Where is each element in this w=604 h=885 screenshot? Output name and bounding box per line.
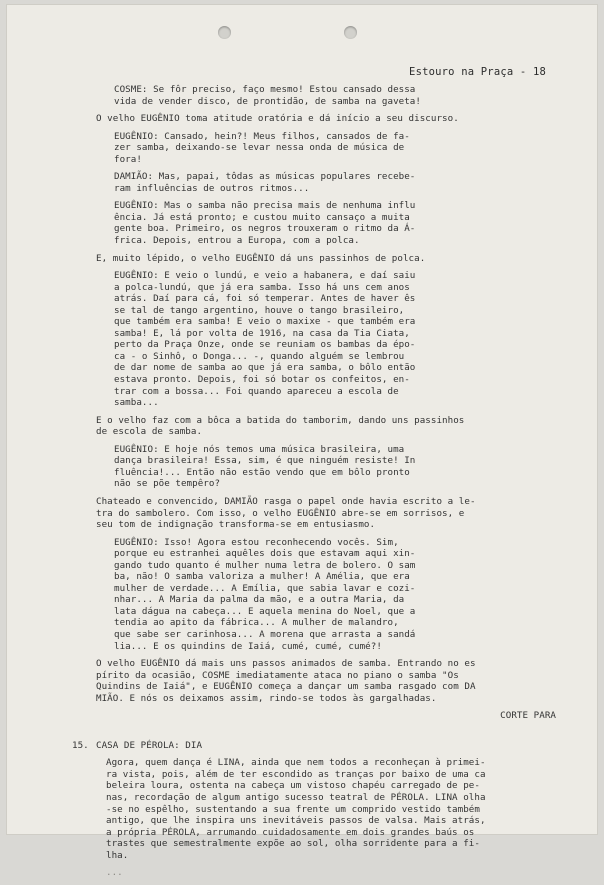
script-body bbox=[72, 84, 556, 885]
action-line: Chateado e convencido, DAMIÃO rasga o papel onde havia escrito a le- tra do sambolero. Com isso, o velho EUGÊNIO abre-se em sorrisos, e seu tom de indignação transforma-se em entusiasmo. bbox=[96, 495, 476, 531]
action-line: E, muito lépido, o velho EUGÊNIO dá uns passinhos de polca. bbox=[96, 252, 426, 264]
scene-number: 15. bbox=[72, 739, 89, 751]
dialog-line: COSME: Se fôr preciso, faço mesmo! Estou cansado dessa vida de vender disco, de prontidão, de samba na gaveta! bbox=[114, 84, 421, 107]
dialog-line: EUGÊNIO: E veio o lundú, e veio a habanera, e daí saiu a polca-lundú, que já era samba. Isso há uns cem anos atrás. Daí para cá, foi só temperar. Antes de haver ês se tal de tango argentino, houve o tango brasileiro, que também era samba! E veio o maxixe - que também era samba! E, lá por volta de 1916, na casa da Tia Ciata, perto da Praça Onze, onde se reuniam os bambas da épo- ca - o Sinhô, o Donga... -, quando alguém se lembrou de dar nome de samba ao que já era samba, o bôlo então estava pronto. Depois, foi só botar os confeitos, en- trar com a bossa... Foi quando apareceu a escola de samba... bbox=[114, 270, 416, 409]
action-line: O velho EUGÊNIO toma atitude oratória e dá início a seu discurso. bbox=[96, 113, 459, 125]
dialog-line: EUGÊNIO: Cansado, hein?! Meus filhos, cansados de fa- zer samba, deixando-se levar nessa onda de música de fora! bbox=[114, 130, 410, 165]
scene-heading bbox=[72, 740, 551, 752]
action-line: E o velho faz com a bôca a batida do tamborim, dando uns passinhos de escola de samba. bbox=[96, 414, 465, 438]
dialog-line: EUGÊNIO: E hoje nós temos uma música brasileira, uma dança brasileira! Essa, sim, é que ninguém resiste! In fluência!... Então não estão vendo que em bôlo pronto não se põe tempêro? bbox=[114, 443, 416, 490]
page-header: Estouro na Praça - 18 bbox=[409, 66, 546, 78]
script-page bbox=[6, 4, 598, 879]
faded-line: ... bbox=[106, 867, 123, 879]
punch-hole bbox=[218, 26, 231, 39]
transition-cue: CORTE PARA bbox=[500, 710, 556, 722]
dialog-line: EUGÊNIO: Isso! Agora estou reconhecendo vocês. Sim, porque eu estranhei aquêles dois que estavam aqui xin- gando tudo quanto é mulher numa letra de bolero. O sam ba, não! O samba valoriza a mulher! A Amélia, que era mulher de verdade... A Emília, que sabia lavar e cozi- nhar... A Maria da palma da mão, e a outra Maria, da lata dágua na cabeça... E aquela menina do Noel, que a tendia ao apito da fábrica... A mulher de malandro, que sabe ser carinhosa... A morena que arrasta a sandá lia... E os quindins de Iaiá, cumé, cumé, cumé?! bbox=[114, 536, 416, 652]
scene-title: CASA DE PÉROLA: DIA bbox=[96, 739, 203, 751]
punch-hole bbox=[344, 26, 357, 39]
action-line: O velho EUGÊNIO dá mais uns passos animados de samba. Entrando no es pírito da ocasião, COSME imediatamente ataca no piano o samba "Os Quindins de Iaiá", e EUGÊNIO começa a dançar um samba rasgado com DA MIÃO. E nós os deixamos assim, rindo-se todos às gargalhadas. bbox=[96, 658, 476, 704]
dialog-line: EUGÊNIO: Mas o samba não precisa mais de nenhuma influ ência. Já está pronto; e custou muito cansaço a muita gente boa. Primeiro, os negros trouxeram o ritmo da Á- frica. Depois, entrou a Europa, com a polca. bbox=[114, 200, 416, 247]
scene-description: Agora, quem dança é LINA, ainda que nem todos a reconheçan à primei- ra vista, pois, além de ter escondido as tranças por baixo de uma ca beleira loura, ostenta na cabeça um vistoso chapéu carregado de pe- nas, recordação de algum antigo sucesso teatral de PÉROLA. LINA olha -se no espêlho, sustentando a sua frente um comprido vestido também antigo, que lhe inspira uns inevitáveis passos de valsa. Mais atrás, a própria PÉROLA, arrumando cuidadosamente em dois grandes baús os trastes que semestralmente expõe ao sol, olha sorridente para a fi- lha. bbox=[106, 757, 486, 861]
dialog-line: DAMIÃO: Mas, papai, tôdas as músicas populares recebe- ram influências de outros ritmos... bbox=[114, 171, 416, 194]
